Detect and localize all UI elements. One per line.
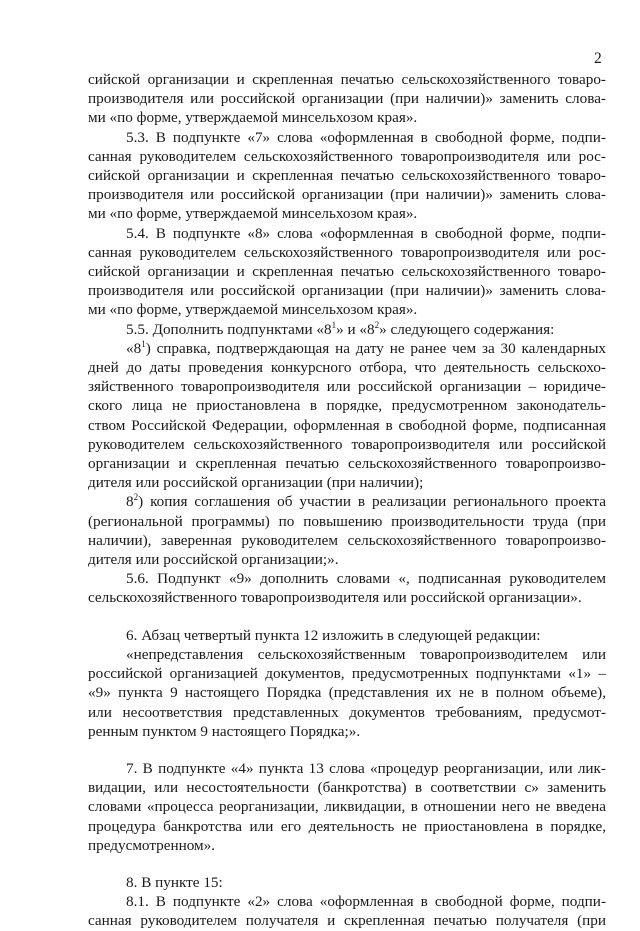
text-line: 6. Абзац четвертый пункта 12 изложить в следующей редакции: [126,626,541,644]
text-line: сийской организации и скрепленная печатью сельскохозяйственного товаро- [88,167,606,185]
text-line: или несоответствия представленных документов требованиям, предусмот- [88,703,606,721]
paragraph [88,892,606,930]
text-line: (региональной программы) по повышению производительности труда (при [88,512,606,530]
text-line: видации, или несостоятельности (банкротства) в соответствии с» заменить [88,779,606,797]
text-line: производителя или российской организации (при наличии)» заменить слова- [88,282,606,300]
paragraph [88,873,606,892]
text-line: руководителем сельскохозяйственного товаропроизводителя или российской [88,435,606,453]
text-line: 7. В подпункте «4» пункта 13 слова «процедур реорганизации, или лик- [126,759,606,777]
paragraph [88,492,606,569]
paragraph [88,645,606,741]
paragraph [88,224,606,320]
paragraph [88,339,606,493]
text-line: производителя или российской организации (при наличии)» заменить слова- [88,186,606,204]
text-line: ми «по форме, утверждаемой минсельхозом края». [88,301,418,319]
text-line: «9» пункта 9 настоящего Порядка (представления их не в полном объеме), [88,684,606,702]
text-line: словами «процесса реорганизации, ликвидации, в отношении него не введена [88,798,606,816]
text-line: предусмотренном». [88,836,216,854]
paragraph [88,70,606,128]
text-line: «$8^1$) справка, подтверждающая на дату не ранее чем за 30 календарных [126,338,606,357]
text-line: сельскохозяйственного товаропроизводителя или российской организации». [88,589,582,607]
document-body [88,70,606,931]
text-line: ми «по форме, утверждаемой минсельхозом края». [88,205,418,223]
text-line: дителя или российской организации (при наличии); [88,474,424,492]
text-line: зяйственного товаропроизводителя или российской организации – юридиче- [88,378,606,396]
text-line: ми «по форме, утверждаемой минсельхозом края». [88,109,418,127]
text-line: 5.5. Дополнить подпунктами «$8^1$» и «$8^2$» следующего содержания: [126,319,555,338]
text-line: санная руководителем получателя и скрепленная печатью получателя (при [88,912,606,930]
text-line: дителя или российской организации;». [88,551,339,569]
text-line: санная руководителем сельскохозяйственного товаропроизводителя или рос- [88,147,606,165]
text-line: сийской организации и скрепленная печатью сельскохозяйственного товаро- [88,263,606,281]
text-line: $8^2$) копия соглашения об участии в реализации регионального проекта [126,492,606,511]
paragraph [88,626,606,645]
paragraph [88,759,606,855]
text-line: производителя или российской организации (при наличии)» заменить слова- [88,90,606,108]
paragraph-gap [88,855,606,873]
text-line: организации и скрепленная печатью сельскохозяйственного товаропроизво- [88,455,606,473]
text-line: 8. В пункте 15: [126,873,223,891]
text-line: ренным пунктом 9 настоящего Порядка;». [88,722,361,740]
text-line: ством Российской Федерации, оформленная в свободной форме, подписанная [88,416,606,434]
paragraph [88,320,606,339]
paragraph-gap [88,741,606,759]
text-line: ского лица не приостановлена в порядке, предусмотренном законодатель- [88,397,606,415]
text-line: процедура банкротства или его деятельность не приостановлена в порядке, [88,817,606,835]
text-line: сийской организации и скрепленная печатью сельскохозяйственного товаро- [88,71,606,88]
paragraph [88,128,606,224]
paragraph-gap [88,608,606,626]
paragraph [88,569,606,607]
text-line: 8.1. В подпункте «2» слова «оформленная в свободной форме, подпи- [126,893,606,911]
text-line: «непредставления сельскохозяйственным товаропроизводителем или [126,645,606,663]
text-line: 5.4. В подпункте «8» слова «оформленная в свободной форме, подпи- [126,224,606,242]
text-line: 5.6. Подпункт «9» дополнить словами «, подписанная руководителем [126,570,606,588]
text-line: 5.3. В подпункте «7» слова «оформленная в свободной форме, подпи- [126,128,606,146]
text-line: российской организацией документов, предусмотренных подпунктами «1» – [88,665,606,683]
text-line: дней до даты проведения конкурсного отбора, что деятельность сельскохо- [88,359,606,377]
text-line: наличии), заверенная руководителем сельскохозяйственного товаропроизво- [88,531,606,549]
text-line: санная руководителем сельскохозяйственного товаропроизводителя или рос- [88,243,606,261]
page-number: 2 [594,50,602,67]
